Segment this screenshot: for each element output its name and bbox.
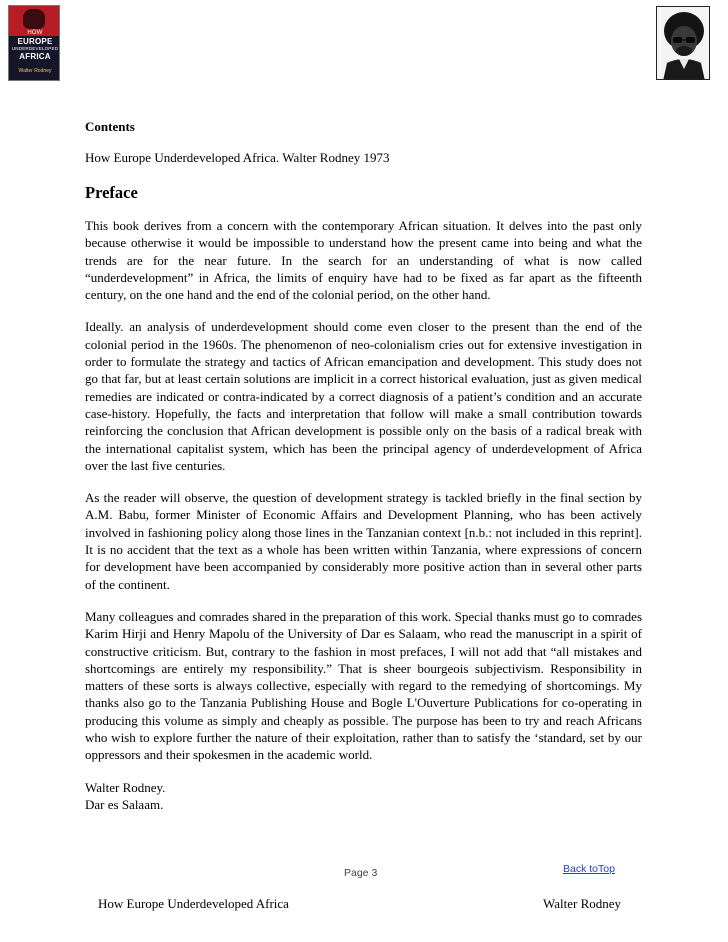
author-portrait-drawing: [657, 7, 710, 80]
paragraph: Ideally. an analysis of underdevelopment should come even closer to the present than the end of the colonial period in the 1960s. The phenomenon of neo-colonialism cries out for extensive investigation in order to formulate the strategy and tactics of African emancipation and development. This study does not go that far, but at least certain solutions are implicit in a correct historical evaluation, just as given medical remedies are indicated or contra-indicated by a correct diagnosis of a patient’s condition and an accurate case-history. Hopefully, the facts and interpretation that follow will make a small contribution towards reinforcing the conclusion that African development is possible only on the basis of a radical break with the international capitalist system, which has been the principal agency of underdevelopment of Africa over the last five centuries.: [85, 319, 642, 473]
cover-title-line-2: EUROPE: [17, 37, 53, 46]
paragraph: Many colleagues and comrades shared in the preparation of this work. Special thanks must go to comrades Karim Hirji and Henry Mapolu of the University of Dar es Salaam, who read the manuscript in a spirit of constructive criticism. But, contrary to the fashion in most prefaces, I will not add that “all mistakes and shortcomings are entirely my responsibility.” That is sheer bourgeois subjectivism. Responsibility in matters of these sorts is always collective, especially with regard to the remedying of shortcomings. My thanks also go to the Tanzania Publishing House and Bogle L'Ouverture Publications for co-operating in producing this volume as simply and cheaply as possible. The purpose has been to try and reach Africans who wish to explore further the nature of their exploitation, rather than to satisfy the ‘standard, set by our oppressors and their spokesmen in the academic world.: [85, 608, 642, 763]
footer-book-title: How Europe Underdeveloped Africa: [98, 896, 289, 911]
preface-heading: Preface: [85, 183, 138, 202]
cover-title: [9, 30, 60, 61]
signature-name: Walter Rodney.: [85, 779, 166, 795]
paragraph: This book derives from a concern with the contemporary African situation. It delves into the past only because otherwise it would be impossible to understand how the present came into being and what the trends are for the near future. In the search for an understanding of what is now called “underdevelopment” in Africa, the limits of enquiry have had to be fixed as far apart as the fifteenth century, on the one hand and the end of the colonial period, on the other hand.: [85, 218, 642, 303]
page-number: Page 3: [344, 867, 378, 879]
back-to-top-link[interactable]: Back toTop: [563, 863, 615, 875]
author-portrait-icon: [656, 6, 710, 80]
footer-author: Walter Rodney: [543, 896, 622, 911]
document-subtitle: How Europe Underdeveloped Africa. Walter Rodney 1973: [85, 150, 390, 165]
book-cover-image: [8, 5, 60, 81]
cover-title-line-1: HOW: [27, 30, 43, 36]
cover-title-line-4: AFRICA: [19, 52, 51, 61]
cover-title-line-3: UNDERDEVELOPED: [11, 46, 59, 51]
cover-author: Walter Rodney: [18, 68, 52, 74]
preface-body: [85, 217, 642, 813]
paragraph: As the reader will observe, the question of development strategy is tackled briefly in the final section by A.M. Babu, former Minister of Economic Affairs and Development Planning, who has been actively involved in fashioning policy along those lines in the Tanzanian context [n.b.: not included in this reprint]. It is no accident that the text as a whole has been written within Tanzania, where expressions of concern for development have been accompanied by considerably more positive action than in several other parts of the continent.: [85, 490, 642, 592]
contents-heading: Contents: [85, 119, 135, 134]
signature-place: Dar es Salaam.: [85, 796, 164, 812]
